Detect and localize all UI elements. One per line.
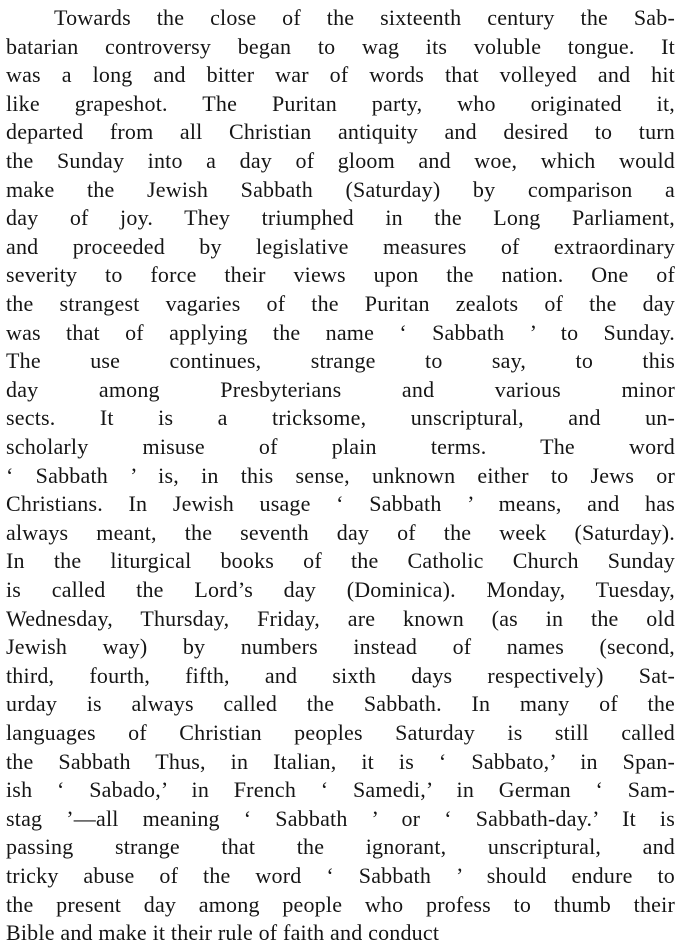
text-line: scholarly misuse of plain terms. The word	[6, 434, 675, 459]
text-line: The use continues, strange to say, to this	[6, 348, 675, 374]
text-line: day of joy. They triumphed in the Long Parliament,	[6, 205, 675, 231]
text-line: sects. It is a tricksome, unscriptural, and un-	[6, 405, 675, 431]
text-line: Wednesday, Thursday, Friday, are known (as in the old	[6, 605, 675, 631]
text-line: the present day among people who profess to thumb their	[6, 891, 675, 917]
text-line: and proceeded by legislative measures of extraordinary	[6, 233, 675, 259]
text-line: Christians. In Jewish usage ‘ Sabbath ’ means, and has	[6, 491, 675, 517]
text-line: third, fourth, fifth, and sixth days respectively) Sat-	[6, 662, 675, 688]
text-line: tricky abuse of the word ‘ Sabbath ’ should endure to	[6, 863, 675, 888]
text-line: Jewish way) by numbers instead of names (second,	[6, 634, 675, 660]
text-line: make the Jewish Sabbath (Saturday) by comparison a	[6, 176, 675, 202]
text-line: always meant, the seventh day of the week (Saturday).	[6, 519, 675, 545]
text-line: urday is always called the Sabbath. In many of the	[6, 691, 675, 717]
text-line: was that of applying the name ‘ Sabbath ’ to Sunday.	[6, 319, 675, 345]
text-line: like grapeshot. The Puritan party, who originated it,	[6, 90, 675, 116]
text-line: ish ‘ Sabado,’ in French ‘ Samedi,’ in German ‘ Sam-	[6, 777, 675, 803]
text-line: batarian controversy began to wag its voluble tongue. It	[6, 33, 675, 59]
text-line: the Sabbath Thus, in Italian, it is ‘ Sabbato,’ in Span-	[6, 748, 675, 774]
text-line: ‘ Sabbath ’ is, in this sense, unknown either to Jews or	[6, 462, 675, 488]
text-line: stag ’—all meaning ‘ Sabbath ’ or ‘ Sabbath-day.’ It is	[6, 805, 675, 831]
text-line: the Sunday into a day of gloom and woe, which would	[6, 148, 675, 173]
text-line: departed from all Christian antiquity and desired to turn	[6, 119, 675, 145]
text-line: In the liturgical books of the Catholic Church Sunday	[6, 548, 675, 574]
text-line: was a long and bitter war of words that volleyed and hit	[6, 62, 675, 88]
text-line: day among Presbyterians and various minor	[6, 376, 675, 402]
text-line: is called the Lord’s day (Dominica). Monday, Tuesday,	[6, 577, 675, 602]
text-line: languages of Christian peoples Saturday is still called	[6, 720, 675, 745]
text-line: Towards the close of the sixteenth century the Sab-	[54, 5, 675, 30]
text-line: Bible and make it their rule of faith and conduct	[6, 920, 440, 946]
text-line: passing strange that the ignorant, unscriptural, and	[6, 834, 675, 860]
text-line: the strangest vagaries of the Puritan zealots of the day	[6, 291, 675, 316]
text-line: severity to force their views upon the nation. One of	[6, 262, 675, 288]
